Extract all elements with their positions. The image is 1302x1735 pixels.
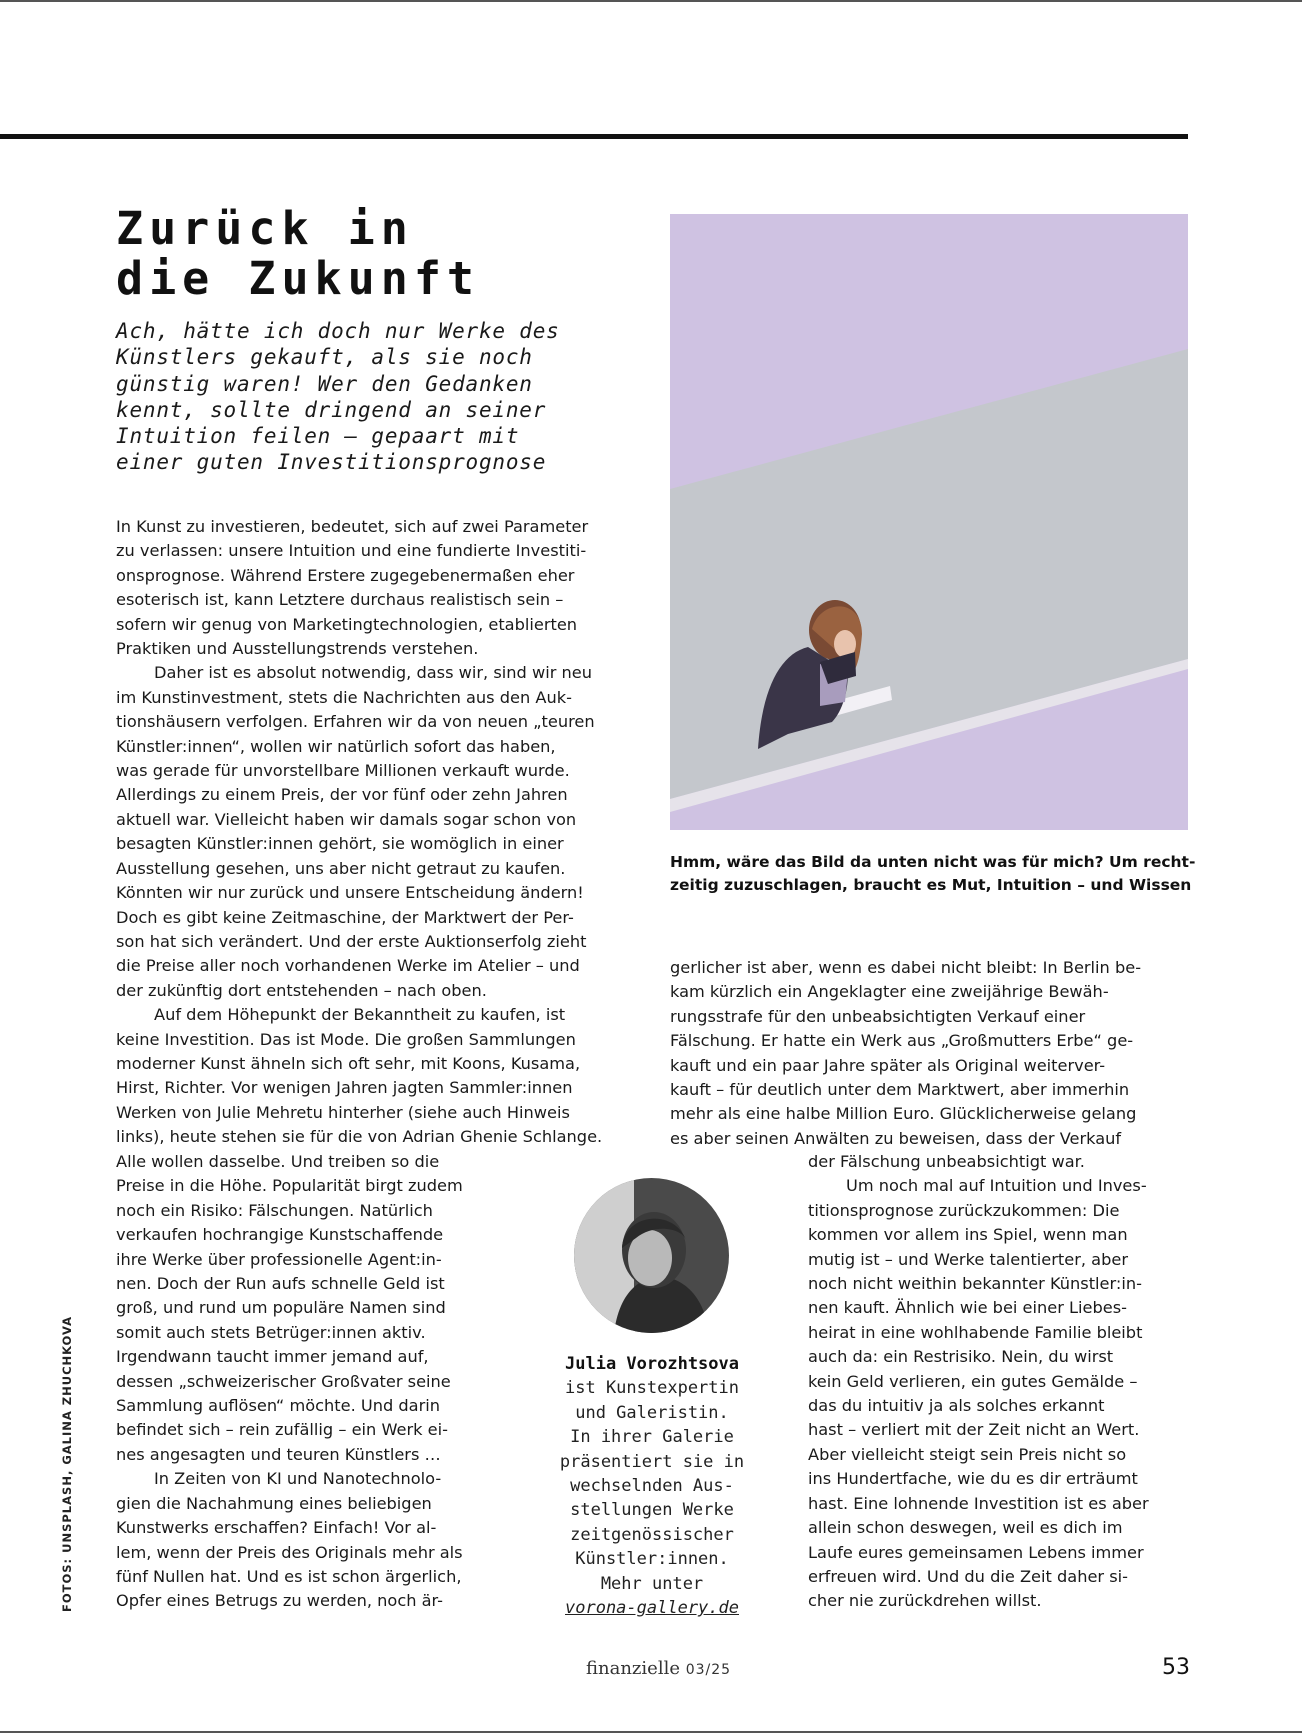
issue-number: 03/25 [685,1662,732,1678]
body-line: somit auch stets Betrüger:innen aktiv. [116,1322,426,1342]
body-line: fünf Nullen hat. Und es ist schon ärgerlich, [116,1566,462,1586]
bio-line: In ihrer Galerie [570,1427,734,1448]
body-line: Ausstellung gesehen, uns aber nicht getraut zu kaufen. [116,858,566,878]
body-line: Aber vielleicht steigt sein Preis nicht so [808,1444,1127,1464]
caption-line: Hmm, wäre das Bild da unten nicht was für mich? Um recht- [670,853,1196,871]
magazine-name: finanzielle [586,1658,680,1679]
photo-caption [670,851,1196,897]
title-line: die Zukunft [116,252,481,305]
page-number: 53 [1162,1655,1190,1680]
lead-line: Ach, hätte ich doch nur Werke des [116,319,560,343]
body-line: allein schon deswegen, weil es dich im [808,1518,1123,1538]
article-title [116,204,656,304]
body-line: tionshäusern verfolgen. Erfahren wir da von neuen „teuren [116,712,595,732]
body-line: noch ein Risiko: Fälschungen. Natürlich [116,1200,433,1220]
bio-line: präsentiert sie in [559,1451,745,1472]
body-line: Allerdings zu einem Preis, der vor fünf oder zehn Jahren [116,785,568,805]
body-line: Doch es gibt keine Zeitmaschine, der Marktwert der Per- [116,907,574,927]
body-line: esoterisch ist, kann Letztere durchaus realistisch sein – [116,590,564,610]
body-line: Um noch mal auf Intuition und Inves- [846,1176,1147,1196]
body-line: aktuell war. Vielleicht haben wir damals sogar schon von [116,809,577,829]
body-column-left-narrow [116,1150,516,1614]
body-line: mehr als eine halbe Million Euro. Glücklicherweise gelang [670,1104,1137,1124]
bio-line: zeitgenössischer [570,1524,734,1545]
body-line: der zukünftig dort entstehenden – nach oben. [116,980,487,1000]
body-line: nen. Doch der Run aufs schnelle Geld ist [116,1274,445,1294]
body-column-right-top [670,956,1190,1151]
body-line: Sammlung auflösen“ möchte. Und darin [116,1396,441,1416]
body-line: Kunstwerks erschaffen? Einfach! Vor al- [116,1518,437,1538]
lead-line: Intuition feilen – gepaart mit [116,424,520,449]
bio-line: stellungen Werke [570,1500,734,1521]
body-column-left [116,515,656,1150]
body-line: kauft – für deutlich unter dem Marktwert, aber immerhin [670,1080,1130,1100]
body-line: sofern wir genug von Marketingtechnologien, etablierten [116,614,578,634]
body-line: Laufe eures gemeinsamen Lebens immer [808,1542,1144,1562]
bio-line: Künstler:innen. [575,1549,729,1570]
bio-line: ist Kunstexpertin [565,1378,739,1399]
header-rule [0,134,1188,139]
body-line: Auf dem Höhepunkt der Bekanntheit zu kaufen, ist [154,1005,566,1025]
body-line: Fälschung. Er hatte ein Werk aus „Großmutters Erbe“ ge- [670,1031,1134,1051]
author-portrait [574,1178,729,1333]
body-line: titionsprognose zurückzukommen: Die [808,1200,1120,1220]
lead-line: Künstlers gekauft, als sie noch [116,345,533,370]
body-line: Werken von Julie Mehretu hinterher (siehe auch Hinweis [116,1102,570,1122]
body-line: erfreuen wird. Und du die Zeit daher si- [808,1566,1128,1586]
body-line: mutig ist – und Werke talentierter, aber [808,1249,1128,1269]
article-lead [116,318,676,476]
body-line: cher nie zurückdrehen willst. [808,1591,1042,1611]
body-line: heirat in eine wohlhabende Familie bleibt [808,1322,1143,1342]
body-line: das du intuitiv ja als solches erkannt [808,1396,1105,1416]
body-line: Alle wollen dasselbe. Und treiben so die [116,1152,440,1171]
body-line: kein Geld verlieren, ein gutes Gemälde – [808,1371,1138,1391]
bio-line: und Galeristin. [575,1402,729,1423]
body-line: Irgendwann taucht immer jemand auf, [116,1347,429,1367]
lead-line: einer guten Investitionsprognose [116,450,547,475]
body-line: Künstler:innen“, wollen wir natürlich sofort das haben, [116,736,556,756]
body-line: kauft und ein paar Jahre später als Original weiterver- [670,1055,1106,1075]
body-line: In Kunst zu investieren, bedeutet, sich auf zwei Parameter [116,517,589,536]
body-line: Könnten wir nur zurück und unsere Entscheidung ändern! [116,883,584,903]
footer-magazine [586,1658,826,1679]
body-line: ihre Werke über professionelle Agent:in- [116,1249,442,1269]
page-bottom-rule [0,1731,1302,1733]
body-line: besagten Künstler:innen gehört, sie womöglich in einer [116,834,564,854]
lead-line: kennt, sollte dringend an seiner [116,397,547,422]
body-line: es aber seinen Anwälten zu beweisen, dass der Verkauf [670,1128,1122,1148]
body-line: links), heute stehen sie für die von Adrian Ghenie Schlange. [116,1127,603,1147]
body-line: rungsstrafe für den unbeabsichtigten Verkauf einer [670,1006,1086,1026]
body-line: ins Hundertfache, wie du es dir erträumt [808,1469,1138,1489]
body-line: kam kürzlich ein Angeklagter eine zweijährige Bewäh- [670,982,1109,1002]
article-photo [670,214,1188,830]
body-line: dessen „schweizerischer Großvater seine [116,1371,451,1391]
body-line: Daher ist es absolut notwendig, dass wir, sind wir neu [154,663,592,683]
body-line: onsprognose. Während Erstere zugegebenermaßen eher [116,565,575,585]
body-line: son hat sich verändert. Und der erste Auktionserfolg zieht [116,931,587,951]
body-line: der Fälschung unbeabsichtigt war. [808,1152,1085,1171]
body-line: im Kunstinvestment, stets die Nachrichten aus den Auk- [116,687,572,707]
gallery-link[interactable]: vorona-gallery.de [565,1598,739,1619]
body-column-right-bottom [808,1150,1188,1614]
body-line: In Zeiten von KI und Nanotechnolo- [154,1469,442,1489]
body-line: gerlicher ist aber, wenn es dabei nicht bleibt: In Berlin be- [670,958,1142,977]
caption-line: zeitig zuzuschlagen, braucht es Mut, Intuition – und Wissen [670,876,1192,894]
body-line: hast. Eine lohnende Investition ist es aber [808,1493,1149,1513]
body-line: nes angesagten und teuren Künstlers … [116,1444,441,1464]
body-line: auch da: ein Restrisiko. Nein, du wirst [808,1347,1114,1367]
body-line: die Preise aller noch vorhandenen Werke im Atelier – und [116,956,580,976]
page-top-rule [0,0,1302,2]
title-line: Zurück in [116,202,414,255]
author-avatar [574,1178,729,1333]
lead-line: günstig waren! Wer den Gedanken [116,371,533,396]
body-line: gien die Nachahmung eines beliebigen [116,1493,432,1513]
body-line: Opfer eines Betrugs zu werden, noch är- [116,1591,444,1611]
photo-credit: FOTOS: UNSPLASH, GALINA ZHUCHKOVA [60,1315,74,1612]
body-line: nen kauft. Ähnlich wie bei einer Liebes- [808,1298,1128,1318]
author-name: Julia Vorozhtsova [565,1354,739,1374]
author-bio [527,1352,777,1620]
body-line: groß, und rund um populäre Namen sind [116,1298,446,1318]
body-line: zu verlassen: unsere Intuition und eine fundierte Investiti- [116,541,587,561]
body-line: was gerade für unvorstellbare Millionen verkauft wurde. [116,761,570,781]
body-line: hast – verliert mit der Zeit nicht an Wert. [808,1420,1140,1440]
body-line: keine Investition. Das ist Mode. Die großen Sammlungen [116,1029,576,1049]
body-line: lem, wenn der Preis des Originals mehr als [116,1542,463,1562]
body-line: noch nicht weithin bekannter Künstler:in- [808,1274,1142,1294]
body-line: verkaufen hochrangige Kunstschaffende [116,1225,444,1245]
body-line: befindet sich – rein zufällig – ein Werk ei- [116,1420,448,1440]
bio-line: Mehr unter [600,1573,704,1594]
body-line: kommen vor allem ins Spiel, wenn man [808,1225,1128,1245]
body-line: Hirst, Richter. Vor wenigen Jahren jagten Sammler:innen [116,1078,573,1098]
body-line: Praktiken und Ausstellungstrends verstehen. [116,639,479,659]
body-line: Preise in die Höhe. Popularität birgt zudem [116,1176,463,1196]
bio-line: wechselnden Aus- [570,1476,734,1497]
body-line: moderner Kunst ähneln sich oft sehr, mit Koons, Kusama, [116,1053,581,1073]
woman-on-ramp-illustration [670,214,1188,830]
